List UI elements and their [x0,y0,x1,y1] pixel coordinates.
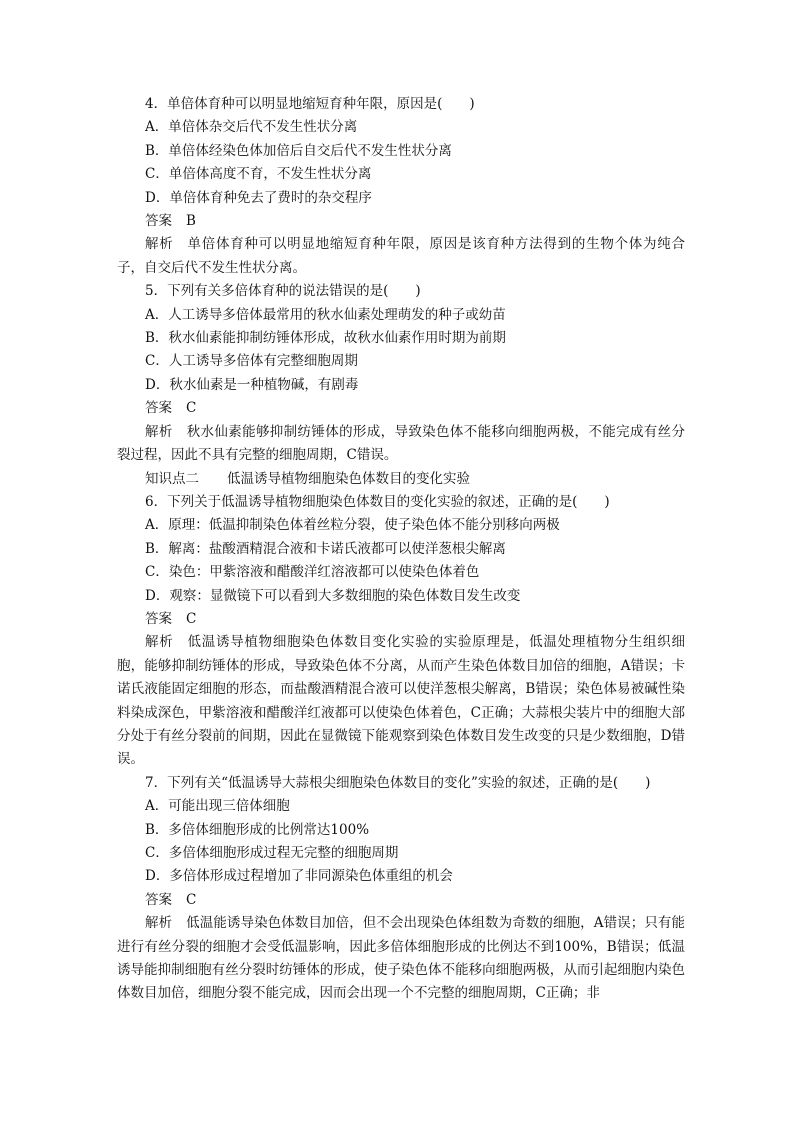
answer-value: C [186,610,197,627]
analysis-label: 解析 [145,236,174,253]
analysis-label: 解析 [145,634,174,651]
section-label: 知识点二 [145,470,199,487]
question-stem: 5．下列有关多倍体育种的说法错误的是( ) [145,283,421,300]
analysis-label: 解析 [145,915,173,932]
question-stem: 4．单倍体育种可以明显地缩短育种年限，原因是( ) [145,96,475,112]
analysis-text: 低温诱导植物细胞染色体数目变化实验的实验原理是，低温处理植物分生组织细胞，能够抑制纺锤体的形成，导致染色体不分离，从而产生染色体数目加倍的细胞，A错误；卡诺氏液能固定细胞的形态，而盐酸酒精混合液可以使洋葱根尖解离，B错误；染色体易被碱性染料染成深色，甲紫溶液和醋酸洋红液都可以使染色体着色，C正确；大蒜根尖装片中的细胞大部分处于有丝分裂前的间期，因此在显微镜下能观察到染色体数目发生改变的只是少数细胞，D错误。 [117,634,686,768]
option-b: B．单倍体经染色体加倍后自交后代不发生性状分离 [145,142,452,159]
option-d: D．单倍体育种免去了费时的杂交程序 [145,189,372,206]
analysis-text: 单倍体育种可以明显地缩短育种年限，原因是该育种方法得到的生物个体为纯合子，自交后代不发生性状分离。 [117,236,686,276]
option-b: B．解离：盐酸酒精混合液和卡诺氏液都可以使洋葱根尖解离 [145,540,506,557]
document-content [117,93,686,1006]
answer-line [145,397,685,420]
analysis-paragraph [117,631,685,771]
option-a: A．人工诱导多倍体最常用的秋水仙素处理萌发的种子或幼苗 [145,306,506,323]
option-c: C．人工诱导多倍体有完整细胞周期 [145,353,358,370]
answer-label: 答案 [145,891,172,908]
analysis-text: 秋水仙素能够抑制纺锤体的形成，导致染色体不能移向细胞两极，不能完成有丝分裂过程，因此不具有完整的细胞周期，C错误。 [117,423,685,464]
analysis-label: 解析 [145,423,173,440]
analysis-paragraph [117,421,685,468]
analysis-paragraph [117,233,685,280]
section-heading [145,468,685,491]
answer-value: C [186,891,197,908]
answer-value: B [186,213,196,230]
option-d: D．秋水仙素是一种植物碱，有剧毒 [145,376,359,393]
analysis-text: 低温能诱导染色体数目加倍，但不会出现染色体组数为奇数的细胞，A错误；只有能进行有丝分裂的细胞才会受低温影响，因此多倍体细胞形成的比例达不到100%，B错误；低温诱导能抑制细胞有丝分裂时纺锤体的形成，使子染色体不能移向细胞两极，从而引起细胞内染色体数目加倍，细胞分裂不能完成，因而会出现一个不完整的细胞周期，C正确；非 [117,915,685,1002]
analysis-paragraph [117,912,685,1006]
answer-label: 答案 [145,610,172,627]
question-stem: 7．下列有关“低温诱导大蒜根尖细胞染色体数目的变化”实验的叙述，正确的是( ) [145,774,651,791]
answer-value: C [186,400,197,417]
option-a: A．单倍体杂交后代不发生性状分离 [145,119,358,136]
option-d: D．观察：显微镜下可以看到大多数细胞的染色体数目发生改变 [145,587,521,604]
option-a: A．可能出现三倍体细胞 [145,798,290,815]
option-c: C．单倍体高度不育，不发生性状分离 [145,166,372,183]
option-b: B．秋水仙素能抑制纺锤体形成，故秋水仙素作用时期为前期 [145,330,506,347]
answer-label: 答案 [145,400,172,417]
option-c: C．多倍体细胞形成过程无完整的细胞周期 [145,845,399,861]
question-stem: 6．下列关于低温诱导植物细胞染色体数目的变化实验的叙述，正确的是( ) [145,493,610,510]
option-d: D．多倍体形成过程增加了非同源染色体重组的机会 [145,868,453,885]
option-b: B．多倍体细胞形成的比例常达100% [145,821,370,838]
answer-line [145,889,685,912]
answer-line [145,210,685,233]
section-title: 低温诱导植物细胞染色体数目的变化实验 [227,470,470,487]
option-a: A．原理：低温抑制染色体着丝粒分裂，使子染色体不能分别移向两极 [145,517,560,534]
option-c: C．染色：甲紫溶液和醋酸洋红溶液都可以使染色体着色 [145,564,480,581]
answer-line [145,608,685,631]
answer-label: 答案 [145,213,172,230]
